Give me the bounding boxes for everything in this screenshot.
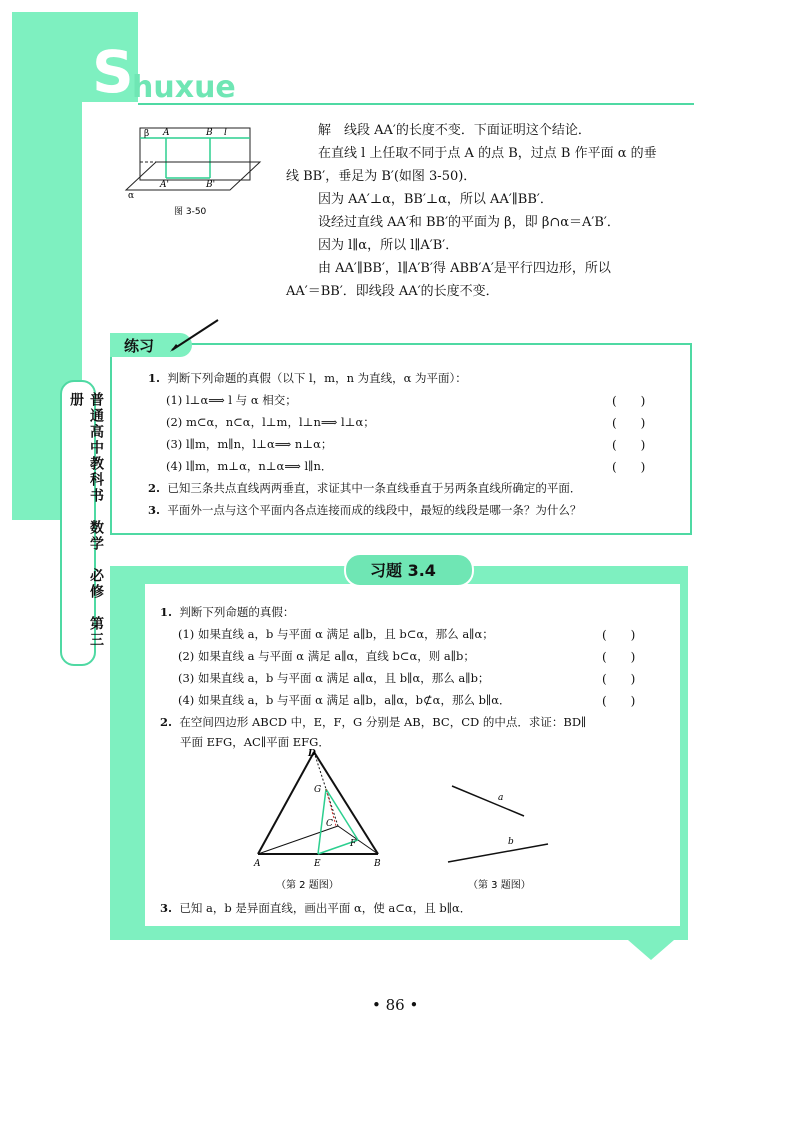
exercise-2-num: 2. bbox=[160, 715, 173, 729]
practice-1-1-paren[interactable]: ( ) bbox=[612, 394, 646, 408]
fig350-label-B1: B' bbox=[206, 180, 216, 190]
exercise-1-3-paren[interactable]: ( ) bbox=[602, 672, 636, 686]
fig2-label-F: F bbox=[350, 839, 357, 849]
fig2-label-C: C bbox=[326, 819, 333, 829]
fig350-label-beta: β bbox=[144, 129, 150, 139]
exercise-2-text: 在空间四边形 ABCD 中，E，F，G 分别是 AB，BC，CD 的中点．求证：BD∥ bbox=[179, 715, 587, 729]
fig350-label-l: l bbox=[224, 128, 227, 138]
exercise-1-2-text: 如果直线 a 与平面 α 满足 a∥α，直线 b⊂α，则 a∥b； bbox=[197, 649, 475, 663]
practice-1-1-num: (1) bbox=[166, 393, 183, 407]
exercise-1-3-num: (3) bbox=[178, 671, 195, 685]
practice-1-3-paren[interactable]: ( ) bbox=[612, 438, 646, 452]
exercise-3-num: 3. bbox=[160, 901, 173, 915]
fig350-label-A: A bbox=[163, 128, 170, 138]
exercise-1-4-text: 如果直线 a，b 与平面 α 满足 a∥b，a∥α，b⊄α，那么 b∥α． bbox=[197, 693, 511, 707]
practice-3-num: 3. bbox=[148, 503, 161, 517]
fig2-label-E: E bbox=[314, 859, 321, 869]
solution-line-3: 线 BB′，垂足为 B′(如图 3-50)． bbox=[286, 169, 477, 184]
page-number: • 86 • bbox=[372, 996, 419, 1014]
practice-1-4-paren[interactable]: ( ) bbox=[612, 460, 646, 474]
figure-skew-lines bbox=[440, 772, 560, 896]
practice-1-3-text: l∥m，m∥n，l⊥α⟹ n⊥α； bbox=[185, 437, 333, 451]
side-label: 普通高中教科书 数学 必修 第三册 bbox=[68, 392, 104, 648]
header-logo-s: S bbox=[92, 38, 134, 106]
fig3-label-b: b bbox=[508, 837, 514, 847]
solution-line-4: 因为 AA′⊥α，BB′⊥α，所以 AA′∥BB′． bbox=[318, 192, 553, 207]
exercise-1-2-paren[interactable]: ( ) bbox=[602, 650, 636, 664]
practice-1-4-num: (4) bbox=[166, 459, 183, 473]
exercise-1-1-num: (1) bbox=[178, 627, 195, 641]
exercise-1-1-text: 如果直线 a，b 与平面 α 满足 a∥b，且 b⊂α，那么 a∥α； bbox=[197, 627, 494, 641]
exercise-1-4-paren[interactable]: ( ) bbox=[602, 694, 636, 708]
exercise-1-text: 判断下列命题的真假： bbox=[179, 605, 295, 619]
fig2-label-D: D bbox=[308, 749, 316, 759]
pen-icon bbox=[168, 316, 222, 356]
practice-2-num: 2. bbox=[148, 481, 161, 495]
solution-line-2: 在直线 l 上任取不同于点 A 的点 B，过点 B 作平面 α 的垂 bbox=[318, 146, 657, 161]
fig2-label-G: G bbox=[314, 785, 322, 795]
figure-tetrahedron bbox=[248, 746, 393, 896]
exercise-1-1-paren[interactable]: ( ) bbox=[602, 628, 636, 642]
practice-3-text: 平面外一点与这个平面内各点连接而成的线段中，最短的线段是哪一条？为什么？ bbox=[167, 503, 582, 517]
practice-1-1-text: l⊥α⟹ l 与 α 相交； bbox=[185, 393, 297, 407]
fig3-label-a: a bbox=[498, 793, 504, 803]
exercise-1-2-num: (2) bbox=[178, 649, 195, 663]
exercise-1-4-num: (4) bbox=[178, 693, 195, 707]
practice-1-4-text: l∥m，m⊥α，n⊥α⟹ l∥n． bbox=[185, 459, 333, 473]
exercise-1-3-text: 如果直线 a，b 与平面 α 满足 a∥α，且 b∥α，那么 a∥b； bbox=[197, 671, 490, 685]
fig350-label-alpha: α bbox=[128, 191, 135, 201]
practice-1-3-num: (3) bbox=[166, 437, 183, 451]
exercise-2-text-cont: 平面 EFG，AC∥平面 EFG． bbox=[180, 735, 330, 749]
solution-line-7: 由 AA′∥BB′，l∥A′B′得 ABB′A′是平行四边形，所以 bbox=[318, 261, 611, 276]
figure-3-50 bbox=[118, 120, 268, 220]
fig3-caption: （第 3 题图） bbox=[468, 880, 531, 891]
fig2-caption: （第 2 题图） bbox=[276, 880, 339, 891]
fig2-label-A: A bbox=[254, 859, 261, 869]
exercise-3-text: 已知 a，b 是异面直线，画出平面 α，使 a⊂α，且 b∥α． bbox=[179, 901, 472, 915]
practice-1-text: 判断下列命题的真假（以下 l，m，n 为直线，α 为平面）： bbox=[167, 371, 467, 385]
solution-line-6: 因为 l∥α，所以 l∥A′B′． bbox=[318, 238, 459, 253]
practice-1-2-text: m⊂α，n⊂α，l⊥m，l⊥n⟹ l⊥α； bbox=[185, 415, 375, 429]
fig350-label-A1: A' bbox=[160, 180, 169, 190]
exercise-1-num: 1. bbox=[160, 605, 173, 619]
practice-2-text: 已知三条共点直线两两垂直，求证其中一条直线垂直于另两条直线所确定的平面． bbox=[167, 481, 582, 495]
exercise-title: 习题 3.4 bbox=[370, 561, 436, 580]
solution-line-5: 设经过直线 AA′和 BB′的平面为 β，即 β∩α＝A′B′． bbox=[318, 215, 620, 230]
practice-1-num: 1. bbox=[148, 371, 161, 385]
practice-title: 练习 bbox=[124, 337, 155, 355]
solution-line-1: 解 线段 AA′的长度不变．下面证明这个结论． bbox=[318, 123, 591, 138]
fig2-label-B: B bbox=[374, 859, 381, 869]
practice-1-2-paren[interactable]: ( ) bbox=[612, 416, 646, 430]
practice-1-2-num: (2) bbox=[166, 415, 183, 429]
fig350-caption: 图 3-50 bbox=[174, 207, 207, 217]
header-logo-rest: huxue bbox=[132, 70, 236, 105]
solution-line-8: AA′＝BB′．即线段 AA′的长度不变． bbox=[286, 284, 499, 299]
corner-triangle bbox=[628, 940, 674, 962]
fig350-label-B: B bbox=[206, 128, 213, 138]
